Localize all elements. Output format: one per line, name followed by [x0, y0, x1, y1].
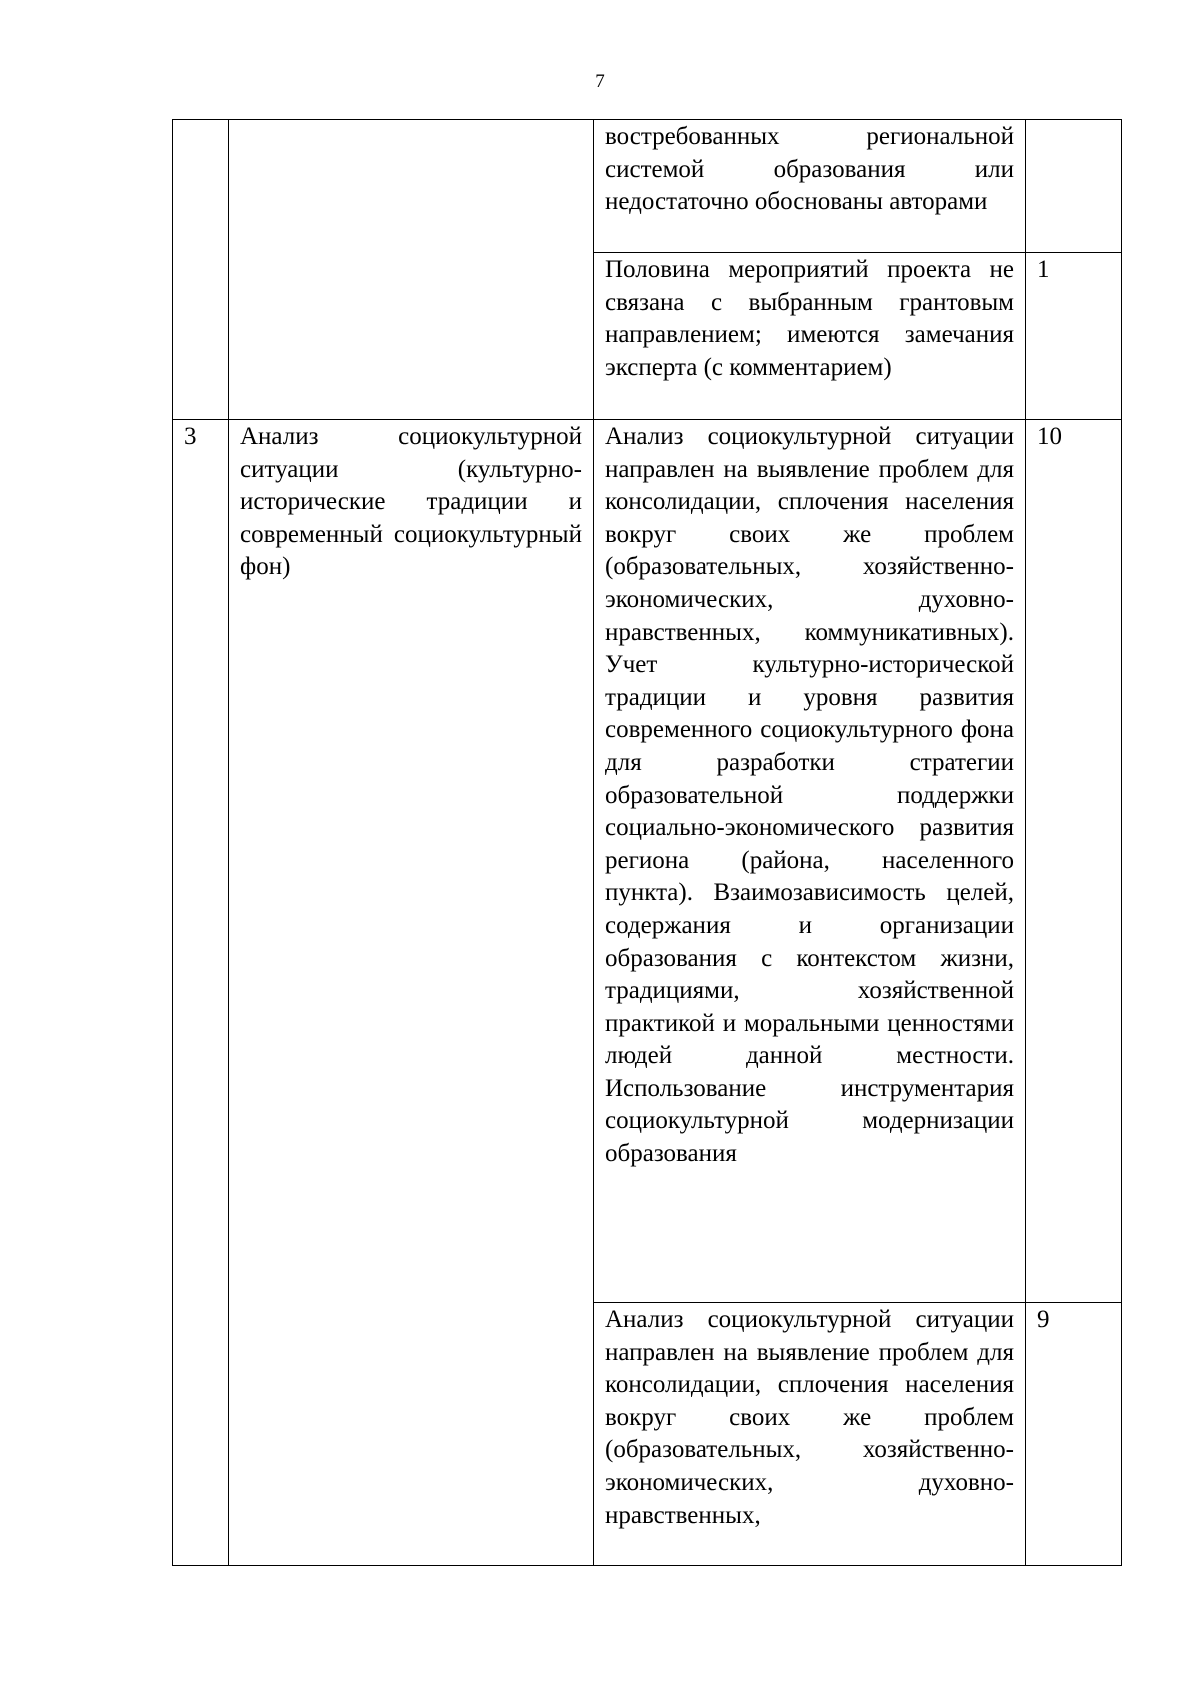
level-score: 10 — [1026, 420, 1122, 1303]
criteria-table — [172, 119, 1122, 1566]
level-description: Анализ социокультурной ситуации направлен на выявление проблем для консолидации, сплочения населения вокруг своих же проблем (образовательных, хозяйственно-экономических, духовно-нравственных, коммуникативных). Учет культурно-исторической традиции и уровня развития современного социокультурного фона для разработки стратегии образовательной поддержки социально-экономического развития региона (района, населенного пункта). Взаимозависимость целей, содержания и организации образования с контекстом жизни, традициями, хозяйственной практикой и моральными ценностями людей данной местности. Использование инструментария социокультурной модернизации образования — [594, 420, 1026, 1303]
table-row — [173, 420, 1122, 1303]
level-description: Анализ социокультурной ситуации направлен на выявление проблем для консолидации, сплочения населения вокруг своих же проблем (образовательных, хозяйственно-экономических, духовно-нравственных, — [594, 1303, 1026, 1566]
level-description: востребованных региональной системой образования или недостаточно обоснованы авторами — [594, 120, 1026, 253]
level-description: Половина мероприятий проекта не связана с выбранным грантовым направлением; имеются замечания эксперта (с комментарием) — [594, 253, 1026, 420]
level-score: 1 — [1026, 253, 1122, 420]
level-score: 9 — [1026, 1303, 1122, 1566]
page-number: 7 — [595, 71, 605, 92]
table-row — [173, 120, 1122, 253]
criterion-number: 3 — [173, 420, 229, 1566]
criterion-name-cell — [229, 120, 594, 420]
level-score — [1026, 120, 1122, 253]
criterion-number-cell — [173, 120, 229, 420]
criterion-name: Анализ социокультурной ситуации (культурно-исторические традиции и современный социокультурный фон) — [229, 420, 594, 1566]
